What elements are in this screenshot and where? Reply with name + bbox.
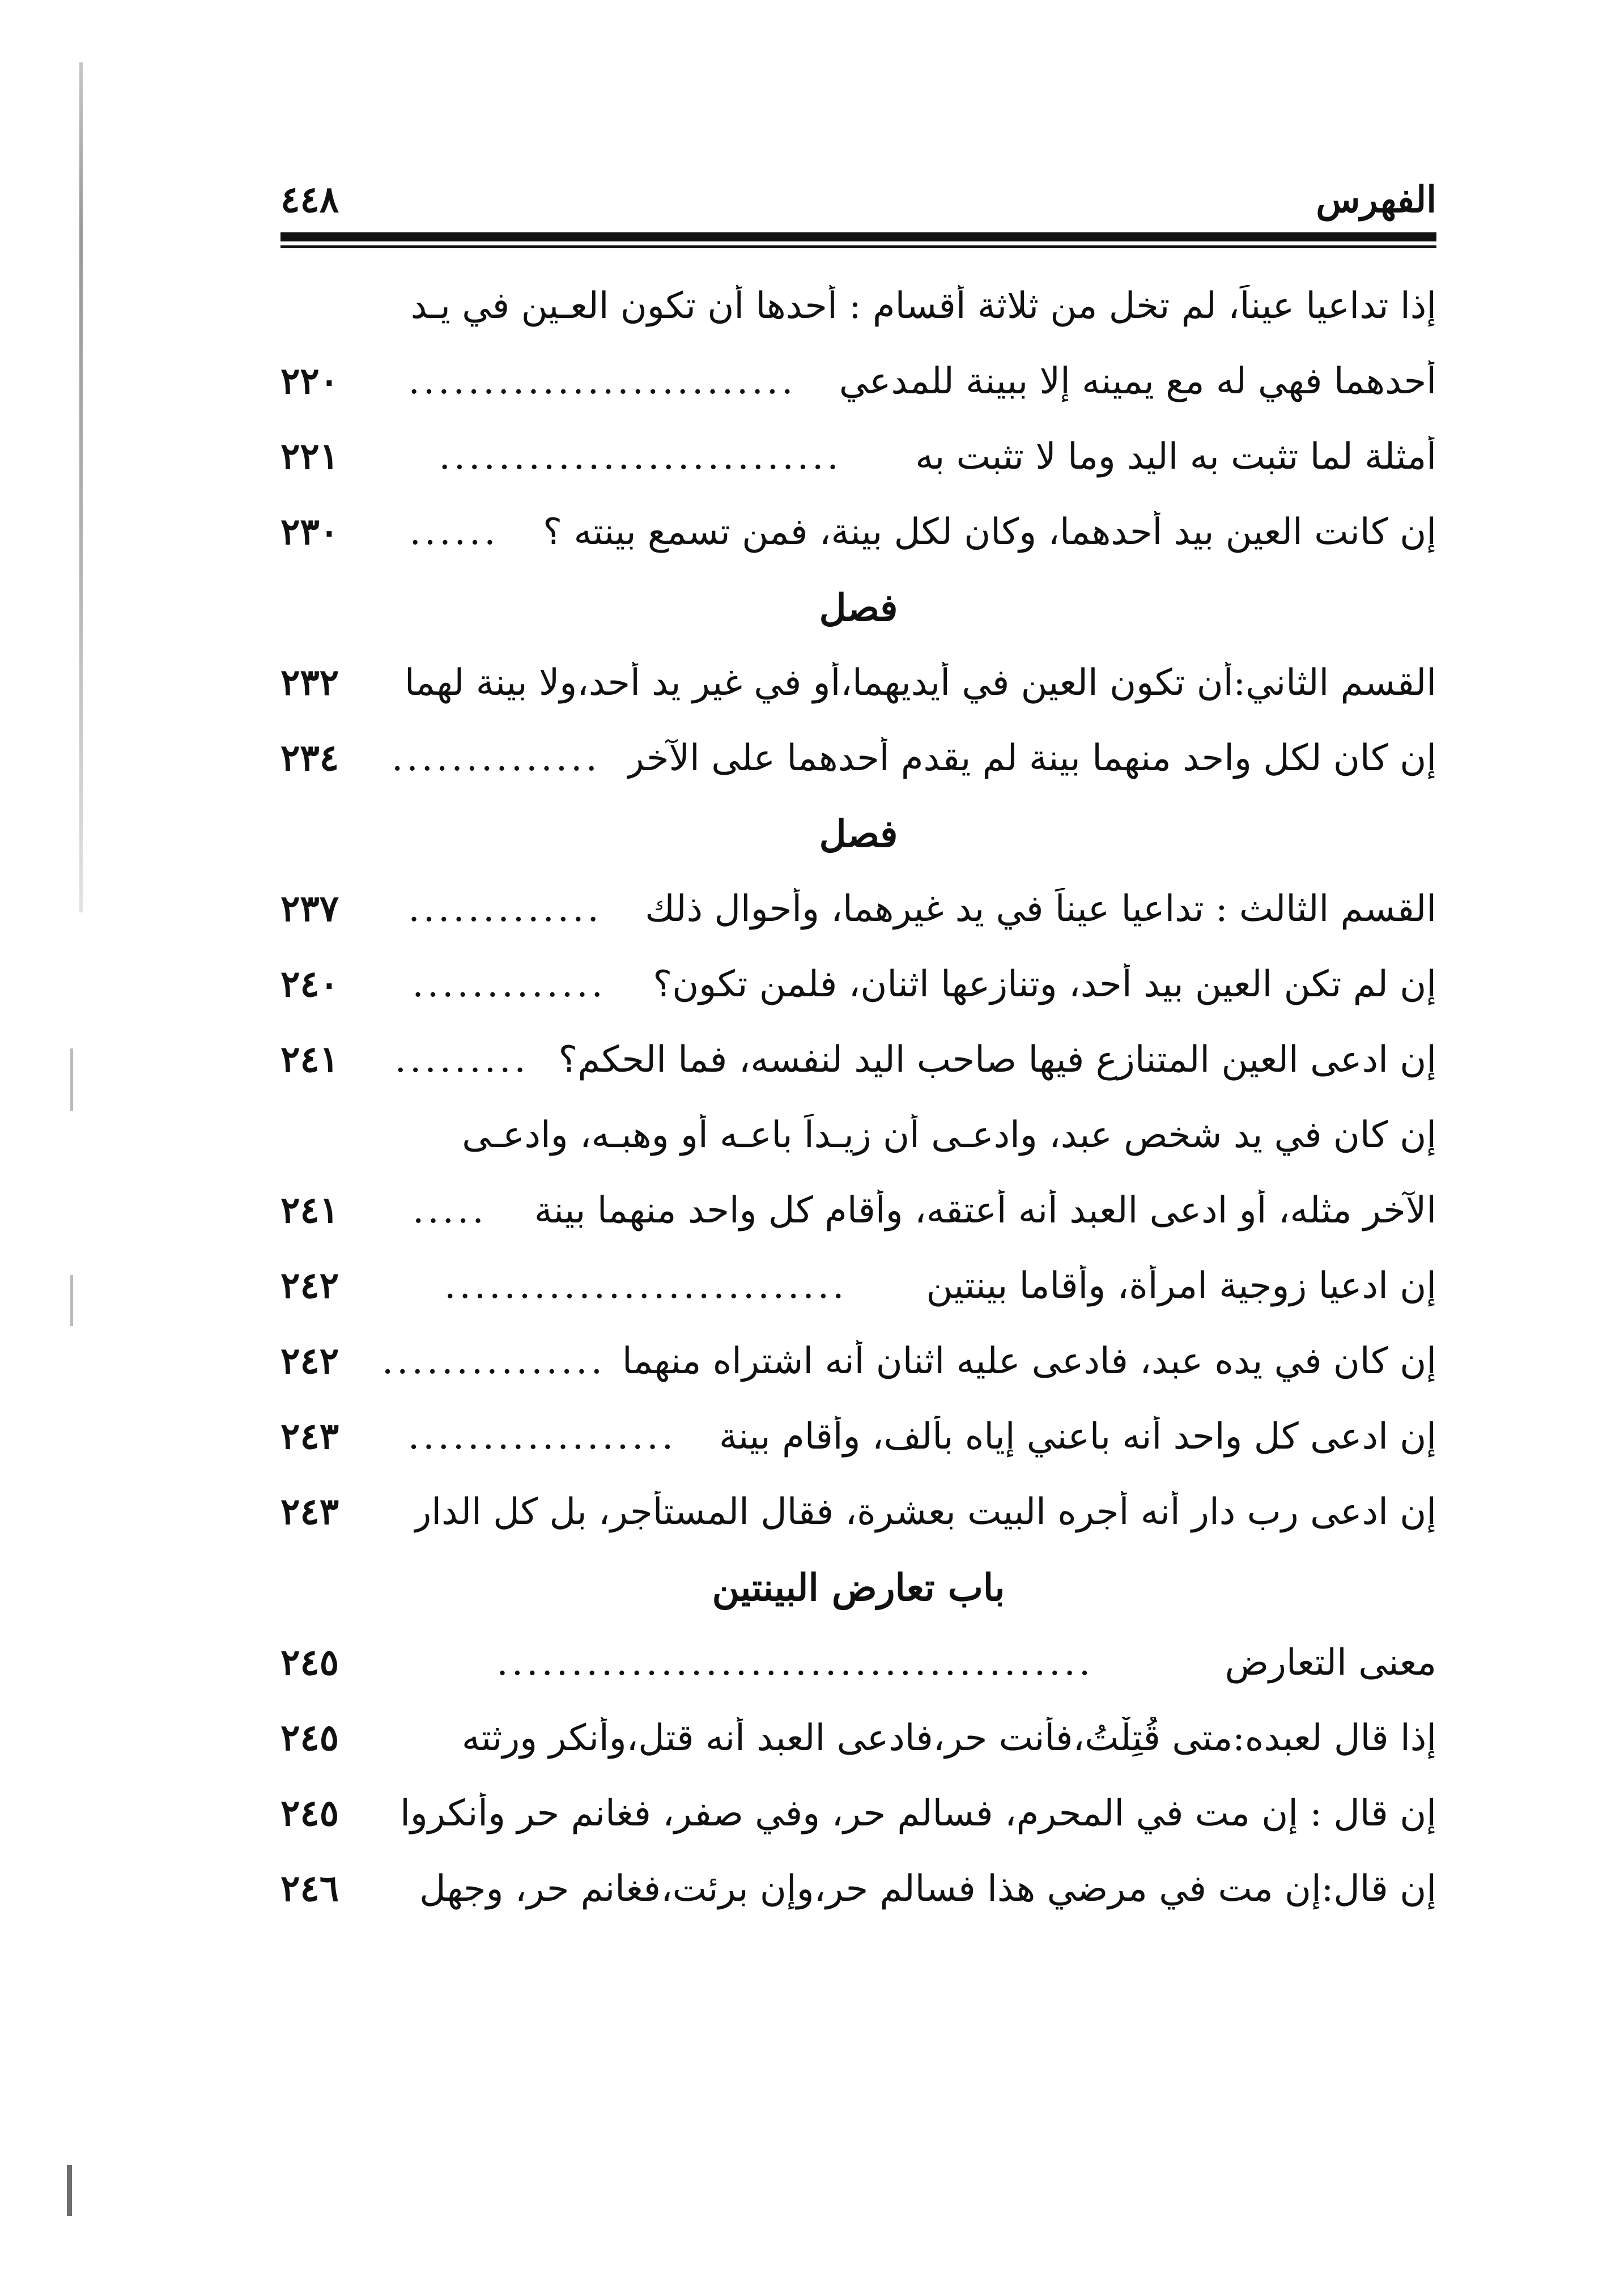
entry-page-number: ٢٣٤ (280, 737, 339, 779)
entry-text: إذا قال لعبده:متى قُتِلْتُ،فأنت حر،فادعى العبد أنه قتل،وأنكر ورثته (461, 1717, 1436, 1759)
entry-text: إذا تداعيا عيناً، لم تخل من ثلاثة أقسام : أحدها أن تكون العـين في يـد (410, 284, 1436, 327)
leader-dots: ........................................ (496, 1641, 1094, 1684)
scan-mark (70, 1048, 73, 1111)
index-entry (280, 1851, 1436, 1926)
entry-text: إن كان لكل واحد منهما بينة لم يقدم أحدهما على الآخر (626, 737, 1436, 779)
leader-dots: ..... (412, 1189, 487, 1232)
entry-page-number: ٢٣٧ (280, 888, 339, 930)
entry-page-number: ٢٤٣ (280, 1415, 339, 1458)
entry-text: إن كانت العين بيد أحدهما، وكان لكل بينة، فمن تسمع بينته ؟ (543, 511, 1436, 553)
scan-mark (67, 2165, 72, 2216)
index-entry (280, 1399, 1436, 1474)
entry-page-number: ٢٤٥ (280, 1792, 339, 1835)
index-entry (280, 494, 1436, 570)
page-header (280, 170, 1436, 232)
index-entry (280, 1474, 1436, 1549)
scan-mark (70, 1275, 73, 1326)
entry-text: معنى التعارض (1225, 1641, 1436, 1684)
entry-page-number: ٢٣٠ (280, 511, 339, 553)
entry-text: إن ادعى العين المتنازع فيها صاحب اليد لنفسه، فما الحكم؟ (558, 1038, 1436, 1081)
page-title: الفهرس (1316, 179, 1436, 221)
index-entry (280, 871, 1436, 946)
entry-page-number: ٢٤١ (280, 1189, 339, 1232)
entry-text: إن ادعى كل واحد أنه باعني إياه بألف، وأقام بينة (719, 1415, 1436, 1458)
entry-page-number: ٢٤١ (280, 1038, 339, 1081)
section-heading: فصل (819, 811, 898, 856)
leader-dots: ......... (394, 1038, 529, 1081)
leader-dots: ........................... (439, 435, 842, 478)
entry-page-number: ٢٤٥ (280, 1717, 339, 1759)
index-entry (280, 419, 1436, 494)
leader-dots: .................. (407, 1415, 677, 1458)
entry-text: الآخر مثله، أو ادعى العبد أنه أعتقه، وأقام كل واحد منهما بينة (534, 1189, 1436, 1232)
entry-page-number: ٢٤٣ (280, 1491, 339, 1533)
index-entry (280, 946, 1436, 1022)
entry-page-number: ٢٢١ (280, 435, 339, 478)
leader-dots: ............... (381, 1340, 606, 1382)
leader-dots: ........................... (444, 1264, 848, 1307)
leader-dots: .............. (391, 737, 601, 779)
entry-page-number: ٢٤٦ (280, 1867, 339, 1910)
entry-page-number: ٢٢٠ (280, 360, 339, 402)
index-entry (280, 1248, 1436, 1323)
index-entry (280, 1776, 1436, 1851)
index-entries (280, 268, 1436, 1926)
page-number: ٤٤٨ (280, 179, 339, 221)
entry-page-number: ٢٤٢ (280, 1340, 339, 1382)
scan-edge-shadow (79, 62, 83, 912)
index-entry (280, 645, 1436, 720)
entry-text: القسم الثاني:أن تكون العين في أيديهما،أو في غير يد أحد،ولا بينة لهما (404, 661, 1436, 704)
entry-page-number: ٢٣٢ (280, 661, 339, 704)
leader-dots: .......................... (408, 360, 797, 402)
leader-dots: ............. (412, 963, 606, 1005)
leader-dots: ...... (409, 511, 499, 553)
index-entry (280, 1173, 1436, 1248)
entry-page-number: ٢٤٥ (280, 1641, 339, 1684)
index-entry (280, 1022, 1436, 1097)
index-entry (280, 343, 1436, 419)
index-entry (280, 268, 1436, 343)
index-entry (280, 1323, 1436, 1399)
entry-text: إن قال:إن مت في مرضي هذا فسالم حر،وإن برئت،فغانم حر، وجهل (419, 1867, 1436, 1910)
section-heading: فصل (819, 585, 898, 630)
header-rule-thin (280, 245, 1436, 248)
entry-text: القسم الثالث : تداعيا عيناً في يد غيرهما، وأحوال ذلك (645, 888, 1436, 930)
index-entry (280, 720, 1436, 796)
section-heading: باب تعارض البينتين (712, 1565, 1005, 1610)
entry-page-number: ٢٤٠ (280, 963, 339, 1005)
index-entry (280, 1625, 1436, 1700)
entry-text: إن كان في يده عبد، فادعى عليه اثنان أنه اشتراه منهما (622, 1340, 1436, 1382)
leader-dots: ............. (408, 888, 602, 930)
entry-text: أمثلة لما تثبت به اليد وما لا تثبت به (915, 435, 1436, 478)
index-entry (280, 1097, 1436, 1173)
index-entry (280, 1700, 1436, 1776)
index-page (280, 170, 1436, 1926)
entry-page-number: ٢٤٢ (280, 1264, 339, 1307)
header-rule-thick (280, 232, 1436, 241)
entry-text: إن ادعيا زوجية امرأة، وأقاما بينتين (926, 1264, 1436, 1307)
entry-text: إن ادعى رب دار أنه أجره البيت بعشرة، فقال المستأجر، بل كل الدار (414, 1491, 1436, 1533)
entry-text: إن لم تكن العين بيد أحد، وتنازعها اثنان، فلمن تكون؟ (653, 963, 1436, 1005)
entry-text: أحدهما فهي له مع يمينه إلا ببينة للمدعي (839, 360, 1436, 402)
entry-text: إن كان في يد شخص عبد، وادعـى أن زيـداً باعـه أو وهبـه، وادعـى (462, 1114, 1436, 1156)
entry-text: إن قال : إن مت في المحرم، فسالم حر، وفي صفر، فغانم حر وأنكروا (400, 1792, 1436, 1835)
